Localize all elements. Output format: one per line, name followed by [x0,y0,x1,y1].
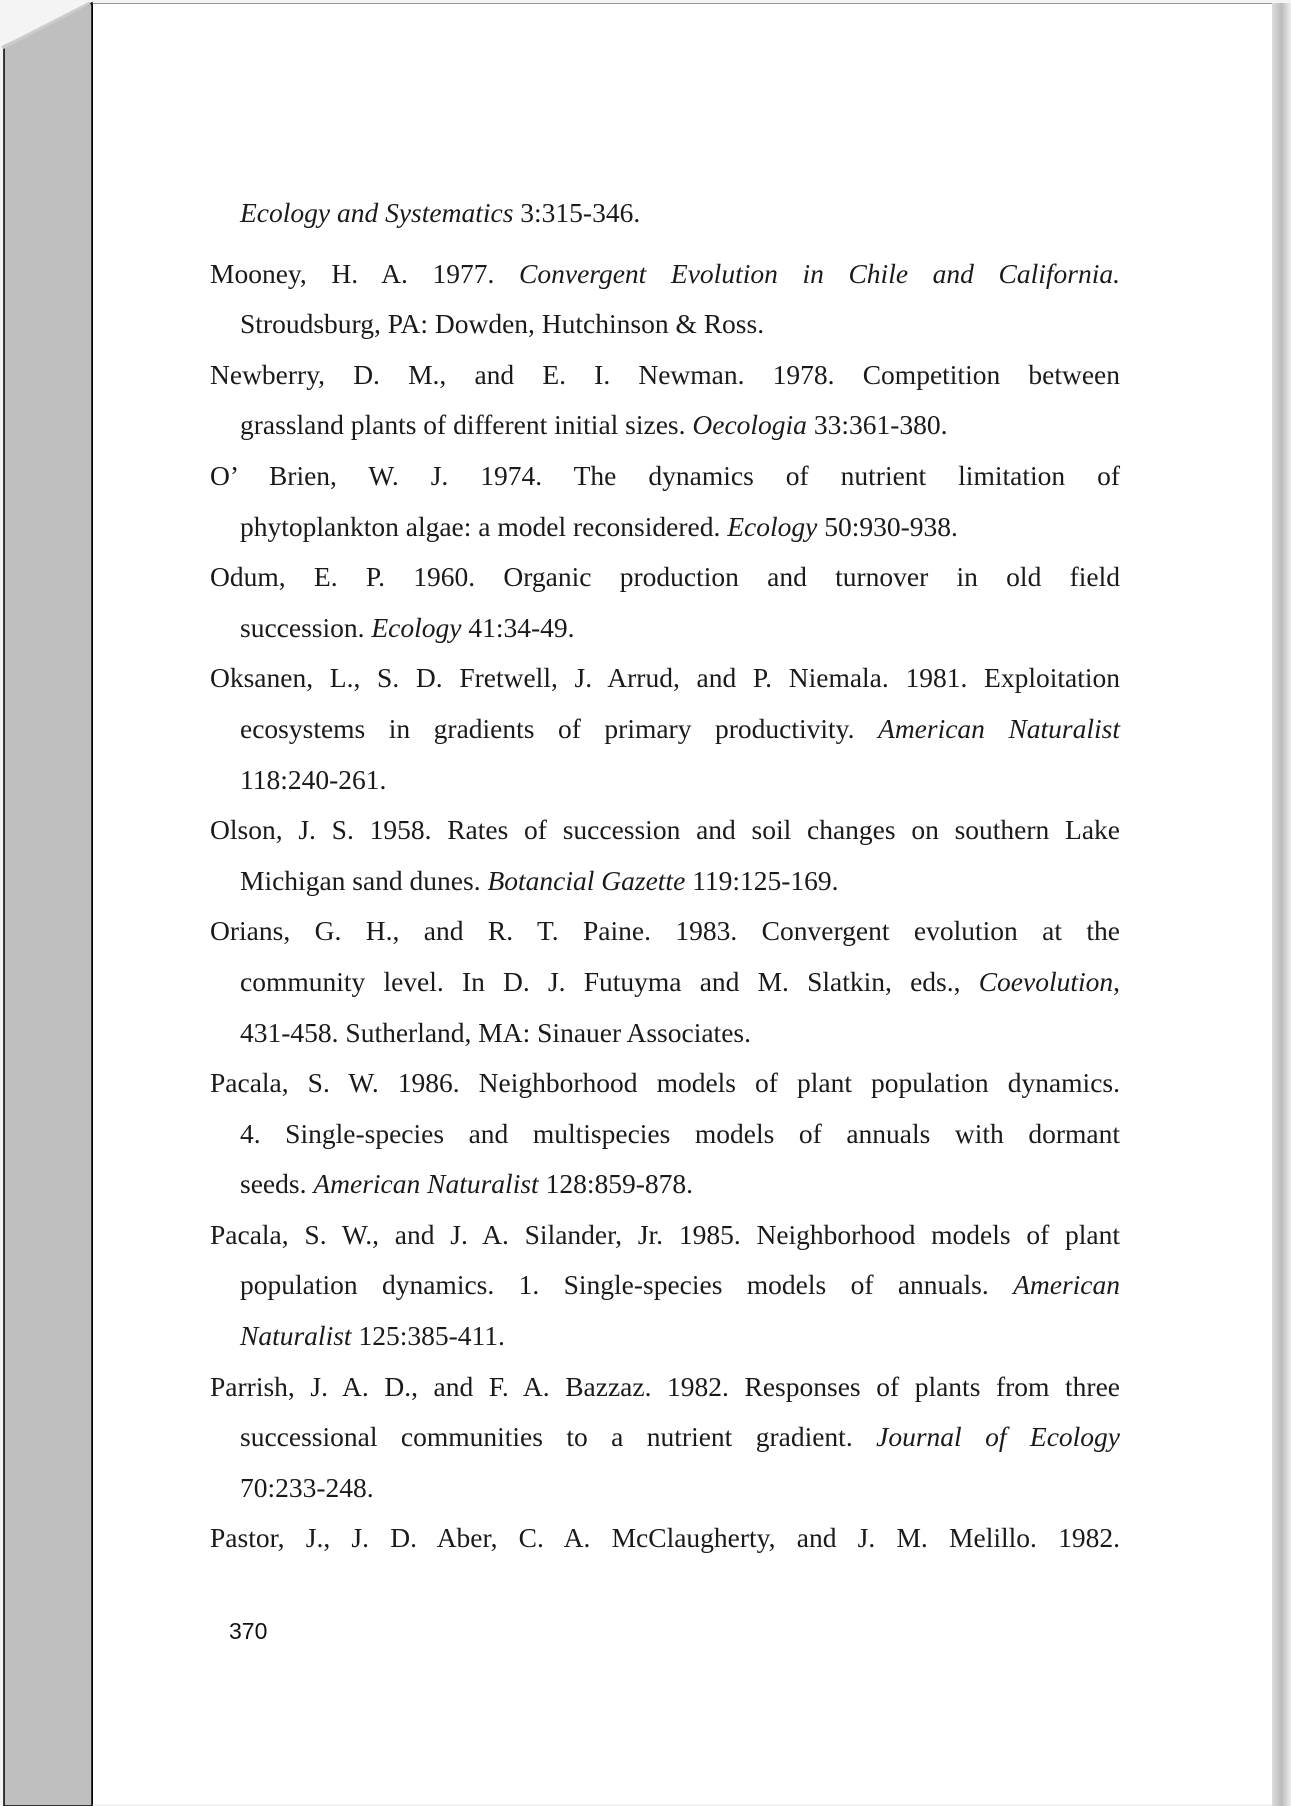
reference-text: phytoplankton algae: a model reconsidered. [240,510,728,542]
reference-entry [210,249,1120,350]
reference-line [210,451,1120,502]
reference-text: 41:34-49. [461,611,575,643]
reference-text: Pacala, S. W., and J. A. Silander, Jr. 1985. Neighborhood models of plant [210,1218,1120,1250]
reference-title-italic: Journal of Ecology [876,1421,1120,1453]
reference-title-italic: American Naturalist [313,1168,539,1200]
reference-text: 3:315-346. [513,197,641,228]
reference-text: successional communities to a nutrient gradient. [240,1421,877,1453]
reference-text: Michigan sand dunes. [240,864,488,896]
reference-text: Pacala, S. W. 1986. Neighborhood models of plant population dynamics. [210,1067,1120,1099]
references-list [210,188,1120,1564]
reference-line [210,805,1120,856]
reference-entry [210,350,1120,451]
reference-text: Parrish, J. A. D., and F. A. Bazzaz. 1982. Responses of plants from three [210,1370,1120,1402]
reference-text: Pastor, J., J. D. Aber, C. A. McClaugherty, and J. M. Melillo. 1982. [210,1522,1120,1554]
reference-text: O’ Brien, W. J. 1974. The dynamics of nutrient limitation of [210,459,1120,491]
reference-line [240,755,1120,806]
reference-line [240,856,1120,907]
reference-entry [210,653,1120,805]
reference-line [210,1058,1120,1109]
reference-line [210,906,1120,957]
book-spine [0,0,96,1806]
reference-text: 125:385-411. [351,1320,505,1352]
reference-line [210,552,1120,603]
reference-title-italic: American [1013,1269,1120,1301]
reference-title-italic: Naturalist [240,1320,352,1352]
reference-text: population dynamics. 1. Single-species models of annuals. [240,1269,1014,1301]
reference-title-italic: Coevolution [978,965,1114,997]
reference-line [240,957,1120,1008]
reference-entry [210,1513,1120,1564]
reference-text: 431-458. Sutherland, MA: Sinauer Associates. [240,1016,751,1048]
reference-title-italic: Ecology [371,611,462,643]
reference-title-italic: Convergent Evolution in Chile and California. [519,257,1120,289]
reference-line [240,1412,1120,1463]
reference-entry [210,1210,1120,1362]
reference-text: 4. Single-species and multispecies models of annuals with dormant [240,1117,1120,1149]
reference-line [240,1008,1120,1059]
reference-entry [210,1058,1120,1210]
reference-line [240,1260,1120,1311]
reference-line [210,1362,1120,1413]
reference-text: Stroudsburg, PA: Dowden, Hutchinson & Ross. [240,308,765,340]
reference-line [240,1463,1120,1514]
reference-line [210,653,1120,704]
reference-text: Oksanen, L., S. D. Fretwell, J. Arrud, and P. Niemala. 1981. Exploitation [210,662,1120,694]
reference-entry [210,188,1120,239]
reference-text: community level. In D. J. Futuyma and M. Slatkin, eds., [240,965,979,997]
reference-line [210,350,1120,401]
reference-text: grassland plants of different initial sizes. [240,409,693,441]
reference-line [240,704,1120,755]
reference-text: 119:125-169. [685,864,839,896]
reference-entry [210,552,1120,653]
reference-title-italic: American Naturalist [878,712,1120,744]
page-number: 370 [229,1618,268,1644]
reference-line [210,1210,1120,1261]
reference-text: seeds. [240,1168,314,1200]
reference-line [240,1109,1120,1160]
reference-line [240,400,1120,451]
reference-text: Odum, E. P. 1960. Organic production and turnover in old field [210,561,1120,593]
reference-title-italic: Botancial Gazette [487,864,686,896]
reference-text: , [1113,965,1120,997]
reference-line [240,1311,1120,1362]
reference-line [240,1159,1120,1210]
reference-entry [210,906,1120,1058]
reference-line [210,249,1120,300]
reference-title-italic: Ecology [727,510,818,542]
reference-line [240,299,1120,350]
reference-title-italic: Ecology and Systematics [240,197,514,228]
reference-text: 70:233-248. [240,1471,374,1503]
reference-entry [210,805,1120,906]
reference-line [240,502,1120,553]
reference-title-italic: Oecologia [692,409,807,441]
reference-text: Mooney, H. A. 1977. [210,257,520,289]
reference-text: Orians, G. H., and R. T. Paine. 1983. Convergent evolution at the [210,915,1120,947]
reference-line [240,603,1120,654]
reference-text: 50:930-938. [817,510,958,542]
reference-text: Newberry, D. M., and E. I. Newman. 1978. Competition between [210,358,1120,390]
reference-entry [210,451,1120,552]
reference-text: 128:859-878. [538,1168,693,1200]
reference-line [210,1513,1120,1564]
reference-text: 33:361-380. [806,409,948,441]
reference-text: ecosystems in gradients of primary productivity. [240,712,879,744]
reference-text: Olson, J. S. 1958. Rates of succession and soil changes on southern Lake [210,814,1120,846]
reference-line [240,188,1120,239]
reference-entry [210,1362,1120,1514]
page-edge-shadow [1272,3,1291,1806]
reference-text: 118:240-261. [240,763,387,795]
reference-text: succession. [240,611,372,643]
